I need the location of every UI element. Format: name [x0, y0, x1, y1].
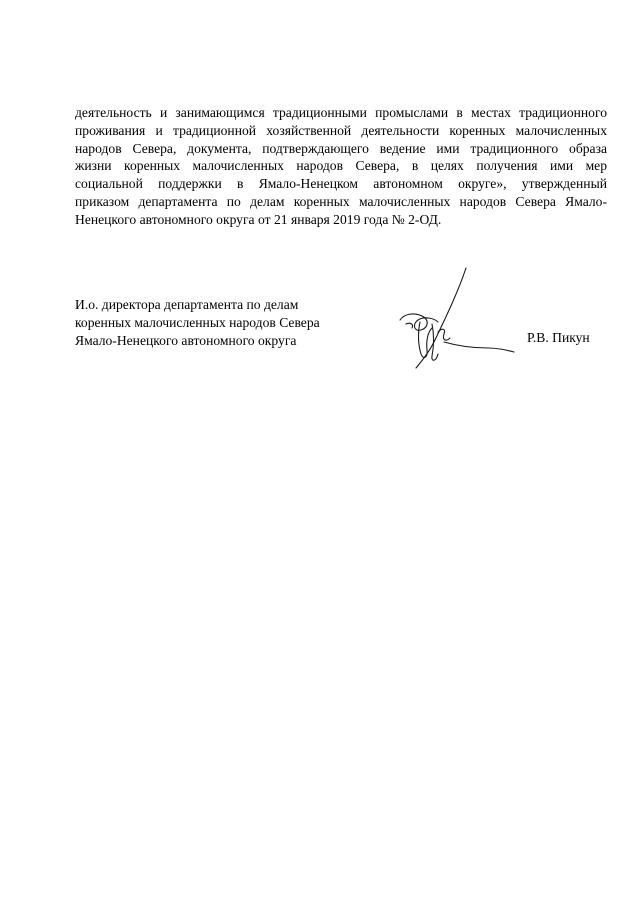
signatory-title-line: коренных малочисленных народов Севера: [75, 314, 320, 330]
paragraph-line: народов Севера, документа, подтверждающего ведение ими традиционного образа: [75, 140, 607, 156]
signatory-title-line: Ямало-Ненецкого автономного округа: [75, 332, 297, 348]
paragraph-line: социальной поддержки в Ямало-Ненецком автономном округе», утвержденный: [75, 176, 607, 192]
paragraph-line: Ненецкого автономного округа от 21 января 2019 года № 2-ОД.: [75, 211, 442, 227]
paragraph-line: приказом департамента по делам коренных малочисленных народов Севера Ямало-: [75, 193, 607, 209]
paragraph-line: деятельность и занимающимся традиционными промыслами в местах традиционного: [75, 105, 607, 120]
signer-name: Р.В. Пикун: [527, 330, 590, 345]
signatory-title-line: И.о. директора департамента по делам: [75, 297, 299, 312]
body-paragraph: [75, 104, 607, 229]
paragraph-line: жизни коренных малочисленных народов Севера, в целях получения ими мер: [75, 158, 607, 174]
handwritten-signature: [388, 262, 518, 372]
paragraph-line: проживания и традиционной хозяйственной деятельности коренных малочисленных: [75, 122, 607, 138]
signatory-title: [75, 296, 375, 349]
